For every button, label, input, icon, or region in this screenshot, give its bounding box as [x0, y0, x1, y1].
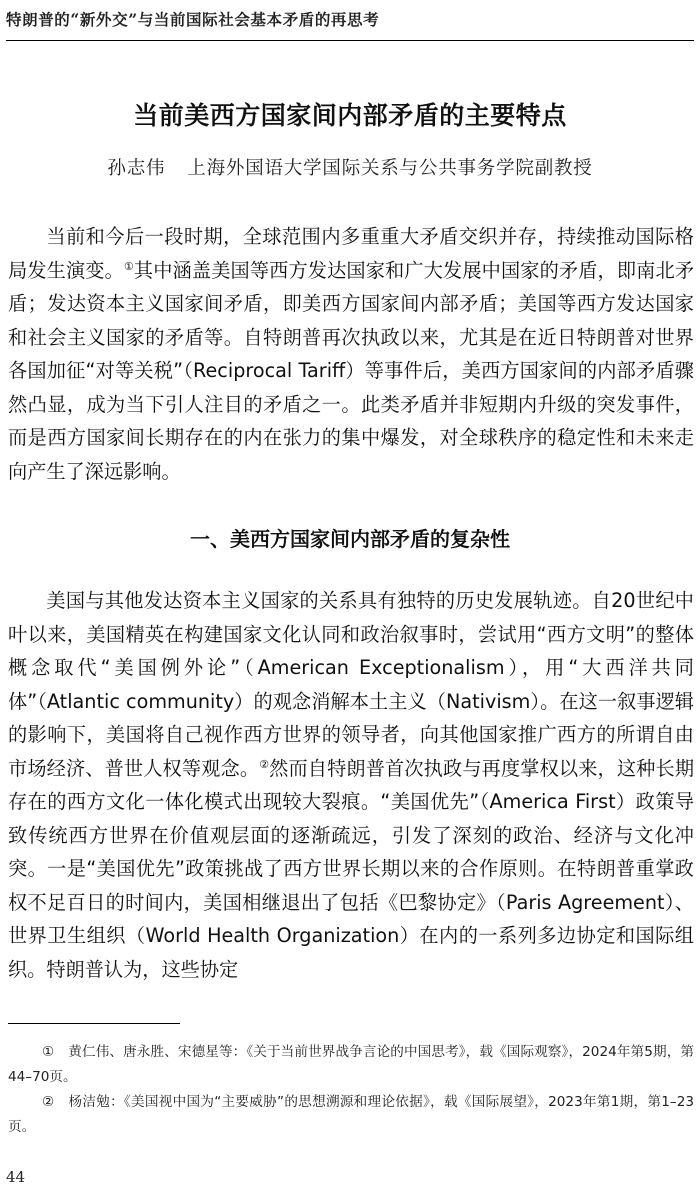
footnote-2 [8, 1090, 694, 1139]
intro-paragraph-text-2: 其中涵盖美国等西方发达国家和广大发展中国家的矛盾，即南北矛盾；发达资本主义国家间矛盾，即美西方国家间内部矛盾；美国等西方发达国家和社会主义国家的矛盾等。自特朗普再次执政以来，尤其是在近日特朗普对世界各国加征“对等关税”（Reciprocal Tariff）等事件后，美西方国家间的内部矛盾骤然凸显，成为当下引人注目的矛盾之一。此类矛盾并非短期内升级的突发事件，而是西方国家间长期存在的内在张力的集中爆发，对全球秩序的稳定性和未来走向产生了深远影响。 [8, 258, 695, 483]
author-line [0, 154, 700, 180]
section-paragraph-text-2: 然而自特朗普首次执政与再度掌权以来，这种长期存在的西方文化一体化模式出现较大裂痕。“美国优先”（America First）政策导致传统西方世界在价值观层面的逐渐疏远，引发了深刻的政治、经济与文化冲突。一是“美国优先”政策挑战了西方世界长期以来的合作原则。在特朗普重掌政权不足百日的时间内，美国相继退出了包括《巴黎协定》（Paris Agreement）、世界卫生组织（World Health Organization）在内的一系列多边协定和国际组织。特朗普认为，这些协定 [8, 756, 695, 981]
footnote-2-mark: ② [42, 1094, 55, 1110]
section-paragraph [8, 584, 694, 986]
footnote-1-mark: ① [42, 1044, 55, 1060]
intro-paragraph [8, 220, 694, 488]
running-header: 特朗普的“新外交”与当前国际社会基本矛盾的再思考 [6, 10, 380, 29]
author-name: 孙志伟 [107, 158, 166, 179]
article-title: 当前美西方国家间内部矛盾的主要特点 [133, 101, 567, 130]
footnote-2-text: 杨洁勉：《美国视中国为“主要威胁”的思想溯源和理论依据》，载《国际展望》，2023年第1期，第1–23页。 [8, 1094, 695, 1135]
footnote-ref-2[interactable]: ② [259, 757, 270, 771]
page-number: 44 [6, 1168, 26, 1186]
header-rule [6, 40, 694, 41]
section-heading: 一、美西方国家间内部矛盾的复杂性 [190, 527, 510, 551]
footnote-1 [8, 1040, 694, 1089]
intro-paragraph-text-1: 当前和今后一段时期，全球范围内多重重大矛盾交织并存，持续推动国际格局发生演变。 [8, 225, 694, 282]
author-affiliation: 上海外国语大学国际关系与公共事务学院副教授 [187, 158, 593, 179]
footnote-rule [8, 1023, 180, 1024]
section-paragraph-text-1: 美国与其他发达资本主义国家的关系具有独特的历史发展轨迹。自20世纪中叶以来，美国精英在构建国家文化认同和政治叙事时，尝试用“西方文明”的整体概念取代“美国例外论”（American Exceptionalism），用“大西洋共同体”（Atlantic community）的观念消解本土主义（Nativism）。在这一叙事逻辑的影响下，美国将自己视作西方世界的领导者，向其他国家推广西方的所谓自由市场经济、普世人权等观念。 [8, 589, 694, 780]
footnote-ref-1[interactable]: ① [123, 259, 134, 273]
footnote-1-text: 黄仁伟、唐永胜、宋德星等：《关于当前世界战争言论的中国思考》，载《国际观察》，2024年第5期，第44–70页。 [8, 1044, 695, 1085]
